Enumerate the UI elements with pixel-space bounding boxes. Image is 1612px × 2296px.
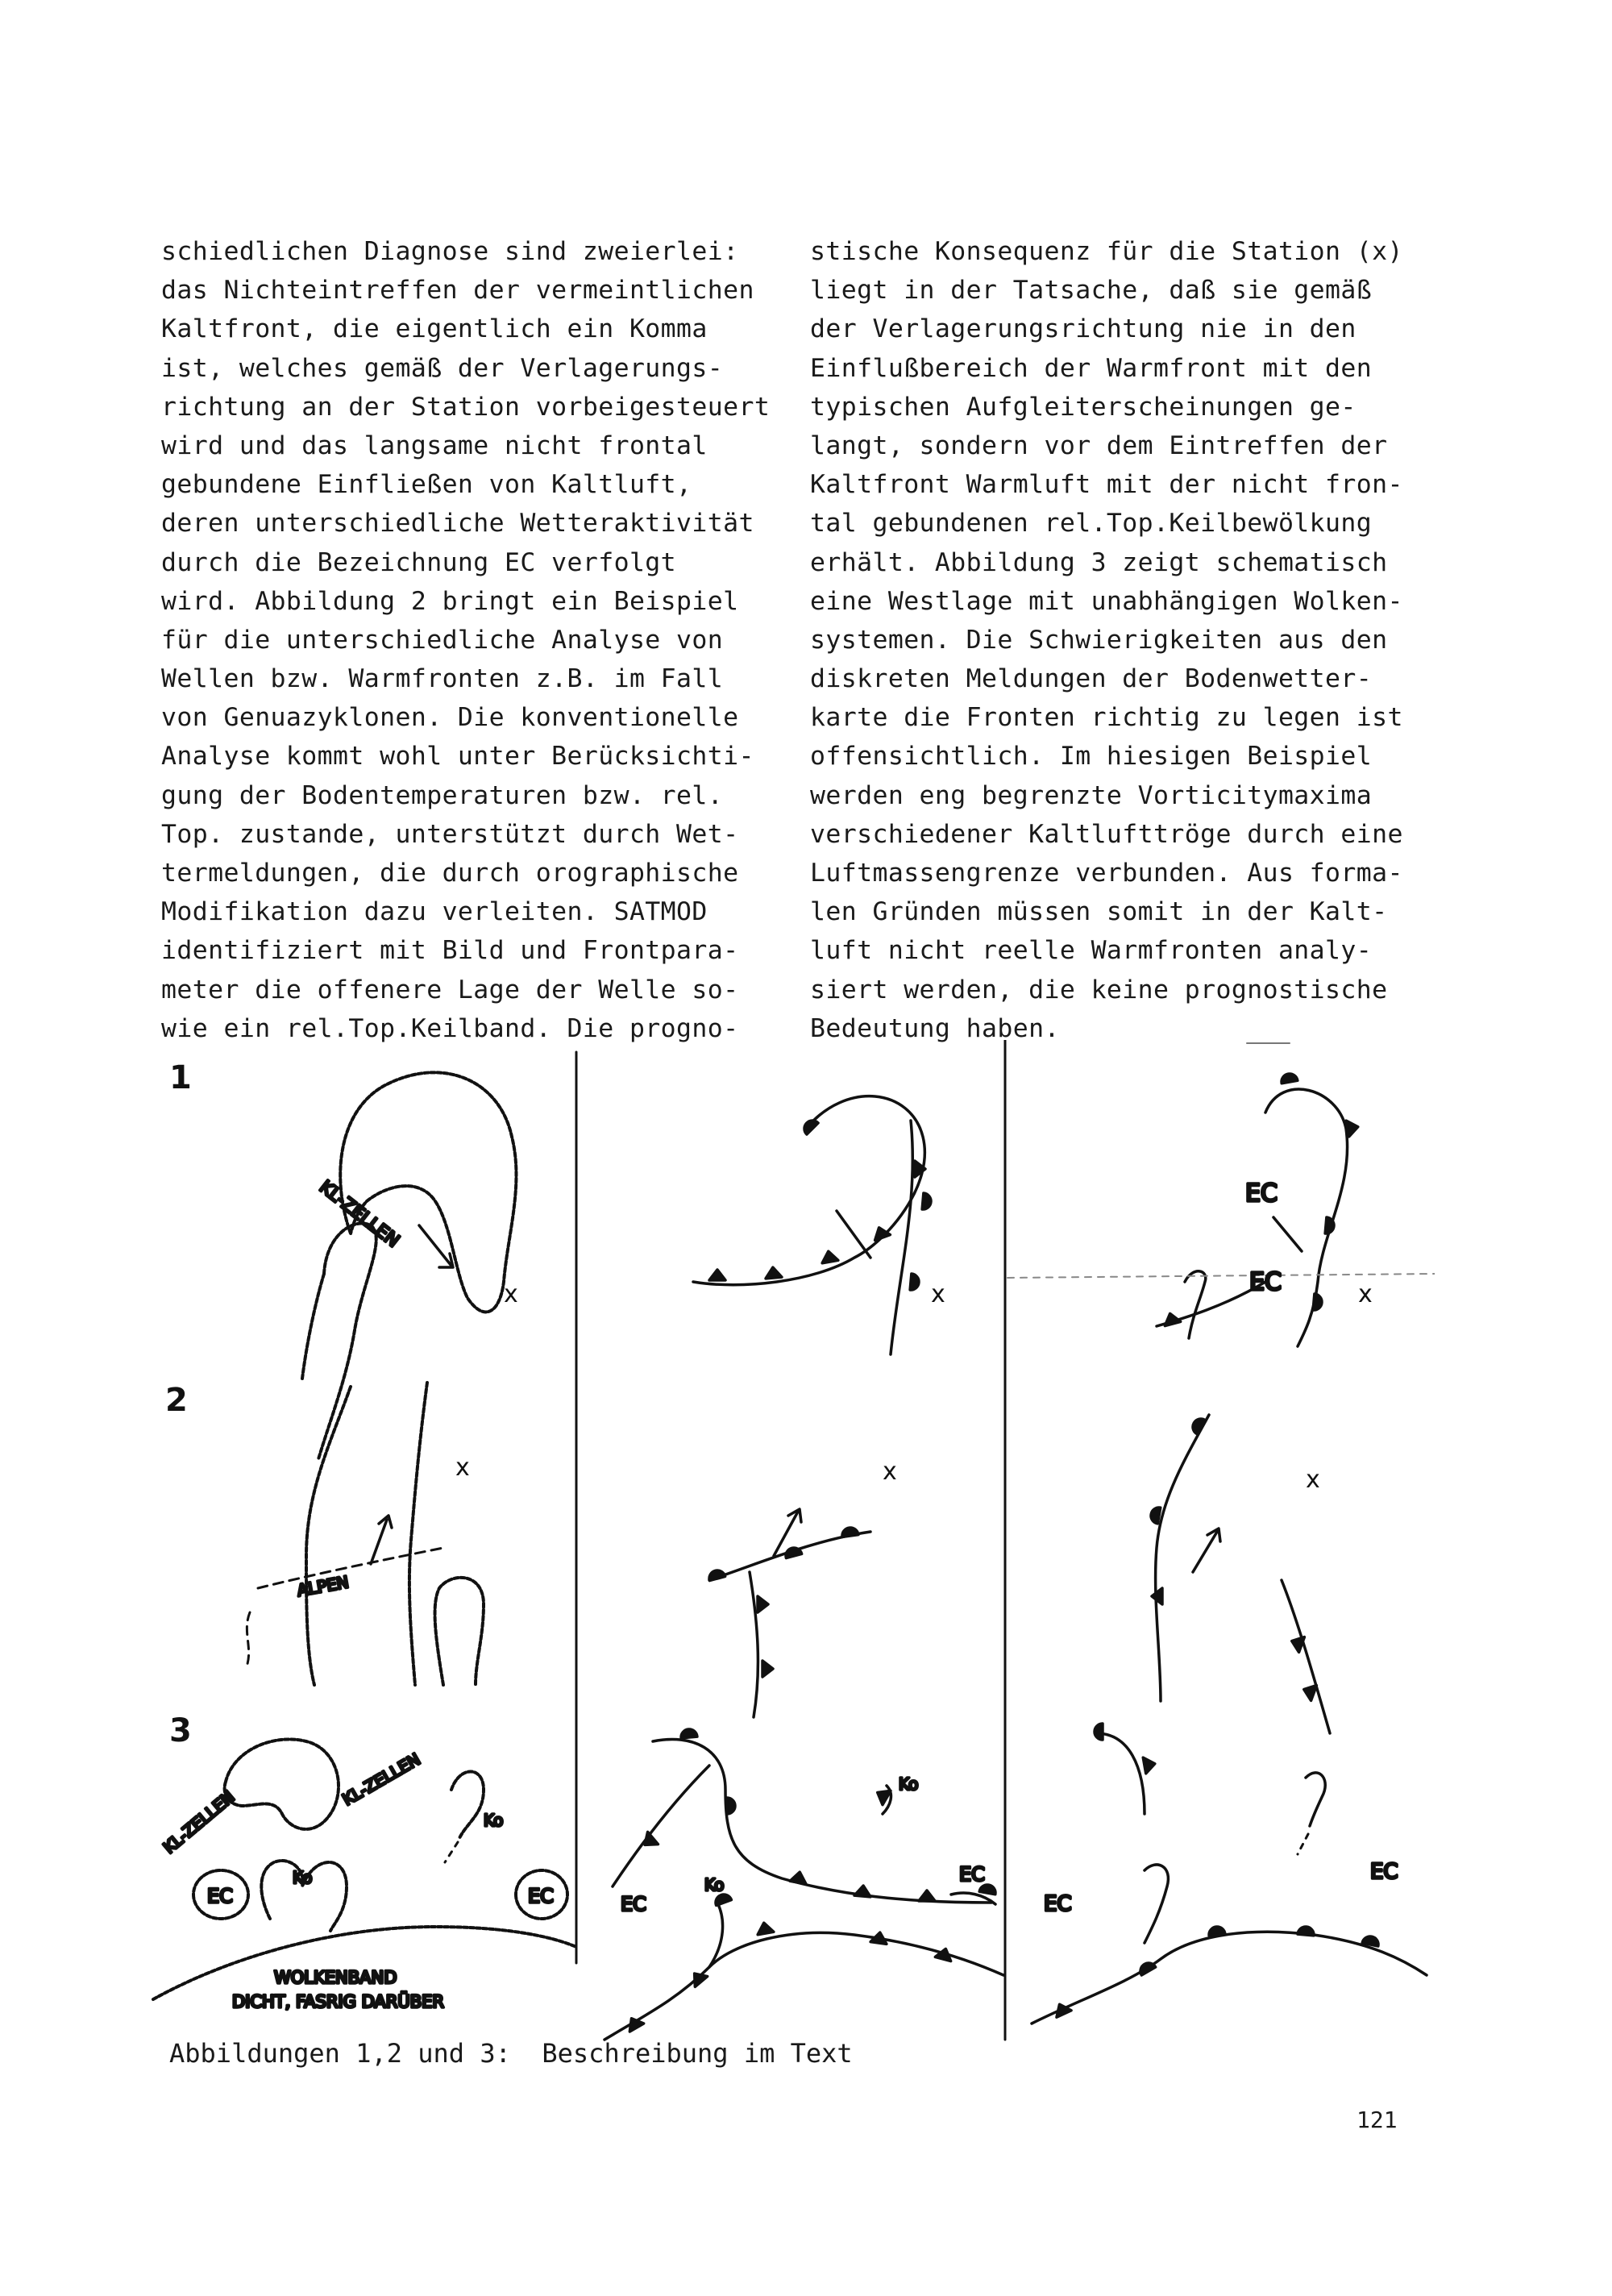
comma-cloud-tail [318, 1224, 376, 1460]
text-line: richtung an der Station vorbeigesteuert [161, 392, 771, 422]
wolkenband-label: WOLKENBAND [274, 1968, 397, 1987]
front-line [1265, 1089, 1348, 1346]
text-line: Einflußbereich der Warmfront mit den [810, 353, 1373, 383]
front-line [613, 1766, 709, 1886]
text-line: Luftmassengrenze verbunden. Aus forma- [810, 859, 1403, 888]
movement-arrow [1193, 1532, 1217, 1572]
front-line [1282, 1580, 1330, 1733]
text-line: Modifikation dazu verleiten. SATMOD [161, 897, 708, 927]
kl-zellen-label: KL-ZELLEN [159, 1786, 239, 1857]
ec-label: EC [528, 1885, 554, 1907]
alpen-label: ALPEN [295, 1572, 351, 1600]
dashed-guide [1008, 1274, 1435, 1278]
text-line: liegt in der Tatsache, daß sie gemäß [810, 276, 1373, 306]
text-line: erhält. Abbildung 3 zeigt schematisch [810, 547, 1388, 577]
text-line: systemen. Die Schwierigkeiten aus den [810, 625, 1388, 655]
right-text-column [810, 232, 1471, 1048]
text-line: langt, sondern vor dem Eintreffen der [810, 430, 1388, 460]
text-line: termeldungen, die durch orographische [161, 859, 739, 888]
station-marker: x [1306, 1466, 1320, 1494]
text-line: verschiedener Kaltlufttröge durch eine [810, 819, 1403, 849]
station-marker: x [931, 1280, 945, 1308]
text-line: typischen Aufgleiterscheinungen ge- [810, 392, 1356, 422]
figure-caption: Abbildungen 1,2 und 3: Beschreibung im Text [169, 2038, 853, 2069]
station-marker: x [504, 1280, 518, 1308]
text-line: wird. Abbildung 2 bringt ein Beispiel [161, 586, 739, 616]
movement-arrow [1273, 1217, 1302, 1251]
figure-svg [145, 1040, 1435, 2056]
station-marker: x [455, 1454, 470, 1482]
weather-analysis-figure [145, 1040, 1435, 2056]
ec-label: EC [959, 1863, 985, 1886]
ec-label: EC [1245, 1179, 1278, 1208]
text-line: gebundene Einfließen von Kaltluft, [161, 470, 692, 500]
text-line: von Genuazyklonen. Die konventionelle [161, 703, 739, 733]
text-line: deren unterschiedliche Wetteraktivität [161, 509, 754, 539]
text-line: wird und das langsame nicht frontal [161, 430, 708, 460]
front-line [1032, 1932, 1427, 2024]
ec-label: EC [207, 1885, 233, 1907]
text-line: der Verlagerungsrichtung nie in den [810, 314, 1356, 344]
kl-zellen-label: KL-ZELLEN [339, 1749, 424, 1810]
cloud-band-outline [435, 1578, 484, 1685]
station-marker: x [883, 1458, 897, 1486]
ec-label: EC [1044, 1892, 1072, 1916]
text-line: wie ein rel.Top.Keilband. Die progno- [161, 1013, 739, 1043]
text-line: stische Konsequenz für die Station (x) [810, 237, 1403, 266]
panel-number: 1 [169, 1059, 192, 1096]
text-line: diskreten Meldungen der Bodenwetter- [810, 664, 1373, 694]
text-line: schiedlichen Diagnose sind zweierlei: [161, 237, 739, 266]
ec-label: EC [1370, 1860, 1398, 1884]
text-line: ist, welches gemäß der Verlagerungs- [161, 353, 724, 383]
text-line: werden eng begrenzte Vorticitymaxima [810, 780, 1373, 810]
dicht-fasrig-label: DICHT, FASRIG DARÜBER [232, 1992, 444, 2011]
comma-cloud-tail [302, 1274, 324, 1379]
alpen-boundary [258, 1548, 443, 1588]
ec-label: EC [1249, 1268, 1282, 1296]
text-line: gung der Bodentemperaturen bzw. rel. [161, 780, 724, 810]
text-line: Kaltfront, die eigentlich ein Komma [161, 314, 708, 344]
text-line: luft nicht reelle Warmfronten analy- [810, 936, 1373, 966]
dashed-guide [1298, 1834, 1308, 1854]
text-line: len Gründen müssen somit in der Kalt- [810, 897, 1388, 927]
text-line: Bedeutung haben. [810, 1013, 1060, 1043]
text-line: Analyse kommt wohl unter Berücksichti- [161, 742, 754, 772]
ko-label: Ko [293, 1868, 313, 1887]
movement-arrow [371, 1520, 387, 1564]
ec-label: EC [621, 1893, 646, 1915]
kl-cell-outline [451, 1772, 484, 1839]
left-text-column [161, 232, 822, 1048]
kl-cell-outline [225, 1739, 339, 1828]
text-line: siert werden, die keine prognostische [810, 975, 1388, 1004]
text-line: karte die Fronten richtig zu legen ist [810, 703, 1403, 733]
ec-comma [1185, 1271, 1206, 1338]
text-line: meter die offenere Lage der Welle so- [161, 975, 739, 1004]
front-line [653, 1740, 991, 1903]
front-line [1096, 1733, 1145, 1814]
text-line: Kaltfront Warmluft mit der nicht fron- [810, 470, 1403, 500]
text-line: tal gebundenen rel.Top.Keilbewölkung [810, 509, 1373, 539]
text-line: durch die Bezeichnung EC verfolgt [161, 547, 677, 577]
panel-number: 2 [165, 1382, 188, 1419]
ec-comma [1145, 1865, 1168, 1943]
page-number: 121 [1356, 2107, 1398, 2133]
kl-cell-dashed [445, 1842, 458, 1862]
text-line: das Nichteintreffen der vermeintlichen [161, 276, 754, 306]
front-line [750, 1572, 758, 1717]
wolkenband [153, 1927, 576, 1999]
front-line [891, 1121, 912, 1354]
text-line: Top. zustande, unterstützt durch Wet- [161, 819, 739, 849]
text-line: Wellen bzw. Warmfronten z.B. im Fall [161, 664, 724, 694]
text-line: für die unterschiedliche Analyse von [161, 625, 724, 655]
comma-cloud-outline [340, 1072, 516, 1312]
station-marker: x [1358, 1280, 1373, 1308]
text-line: identifiziert mit Bild und Frontpara- [161, 936, 739, 966]
text-line: offensichtlich. Im hiesigen Beispiel [810, 742, 1373, 772]
text-line: eine Westlage mit unabhängigen Wolken- [810, 586, 1403, 616]
cloud-band-outline [409, 1383, 427, 1685]
ec-comma [1306, 1773, 1325, 1826]
panel-number: 3 [169, 1712, 192, 1749]
alpen-boundary [246, 1612, 250, 1669]
arrow-line [837, 1211, 870, 1258]
ko-label: Ko [484, 1811, 504, 1830]
ko-label: Ko [899, 1774, 919, 1794]
kl-zellen-label: KL-ZELLEN [315, 1177, 403, 1252]
ko-label: Ko [704, 1875, 725, 1895]
